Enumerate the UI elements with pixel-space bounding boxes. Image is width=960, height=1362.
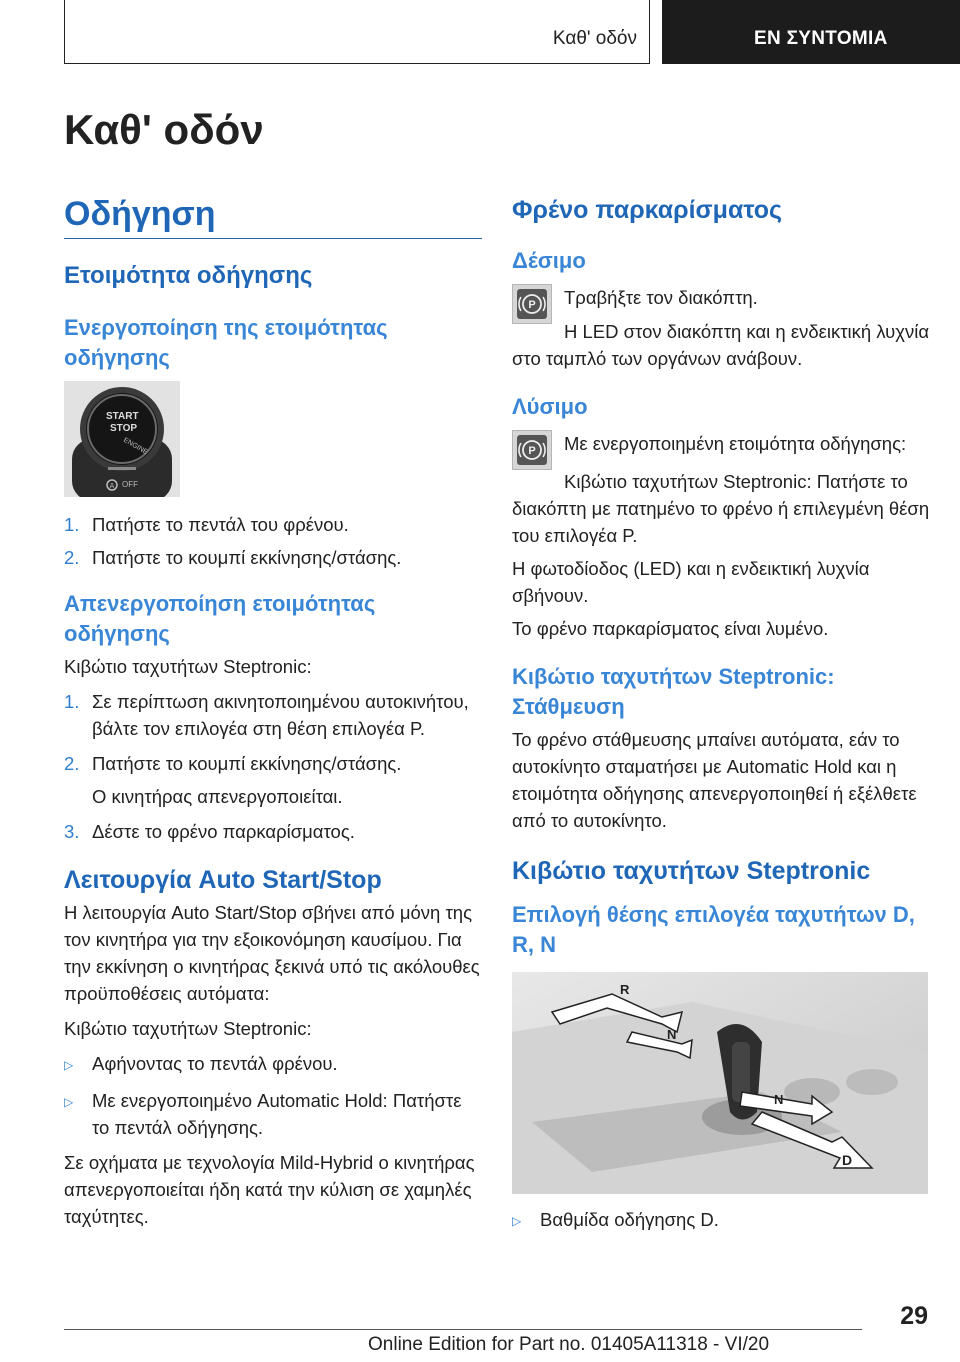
release-precondition: Με ενεργοποιημένη ετοιμότητα οδήγησης:	[564, 433, 907, 454]
gear-label-r: R	[620, 982, 630, 997]
gear-label-n-lower: N	[774, 1092, 784, 1107]
release-text-block	[552, 430, 930, 470]
steptronic-label: Κιβώτιο ταχυτήτων Steptronic:	[64, 656, 312, 677]
footer-edition[interactable]: Online Edition for Part no. 01405A11318 - VI/20	[368, 1334, 770, 1355]
auto-start-stop-steptronic: Κιβώτιο ταχυτήτων Steptronic:	[64, 1018, 312, 1039]
svg-text:A: A	[109, 483, 115, 490]
list-item-sub: Ο κινητήρας απενεργοποιείται.	[92, 786, 343, 807]
heading-drive-ready: Ετοιμότητα οδήγησης	[64, 262, 313, 289]
header-section-box	[64, 0, 650, 64]
list-item: 2. Πατήστε το κουμπί εκκίνησης/στάσης.	[64, 547, 402, 568]
parking-brake-icon-letter: P	[528, 298, 536, 311]
list-item: 1. Σε περίπτωση ακινητοποιημένου αυτοκινήτου, βάλτε τον επιλογέα στη θέση επιλογέα P.	[64, 691, 469, 739]
heading-parking-brake: Φρένο παρκαρίσματος	[512, 196, 783, 224]
release-steptronic: Κιβώτιο ταχυτήτων Steptronic: Πατήστε το διακόπτη με πατημένο το φρένο ή επιλεγμένη θέση του επιλογέα P.	[512, 471, 930, 546]
apply-step: Τραβήξτε τον διακόπτη.	[564, 287, 758, 308]
list-item: 1. Πατήστε το πεντάλ του φρένου.	[64, 514, 349, 535]
heading-rule	[64, 238, 482, 239]
page-number: 29	[900, 1302, 928, 1330]
list-item: ▷ Βαθμίδα οδήγησης D.	[512, 1206, 930, 1235]
list-item: 2. Πατήστε το κουμπί εκκίνησης/στάσης.	[64, 753, 402, 774]
heading-steptronic: Κιβώτιο ταχυτήτων Steptronic	[512, 857, 871, 885]
gear-label-d: D	[842, 1152, 853, 1168]
off-label: OFF	[122, 480, 138, 489]
bullet-icon: ▷	[64, 1058, 74, 1072]
start-stop-button-image	[64, 381, 180, 497]
left-column	[64, 194, 482, 1230]
list-item: 3. Δέστε το φρένο παρκαρίσματος.	[64, 821, 355, 842]
gear-selector-image	[512, 972, 928, 1194]
parking-brake-switch-icon	[512, 430, 552, 470]
mild-hybrid-note: Σε οχήματα με τεχνολογία Mild-Hybrid ο κινητήρας απενεργοποιείται ήδη κατά την κύλιση σε χαμηλές ταχύτητες.	[64, 1152, 475, 1227]
header-section-title: Καθ' οδόν	[552, 28, 637, 49]
deactivate-steps	[64, 688, 482, 845]
activate-steps	[64, 511, 482, 571]
stop-label: STOP	[110, 423, 138, 434]
bullet-icon: ▷	[512, 1214, 522, 1228]
list-item: ▷ Αφήνοντας το πεντάλ φρένου.	[64, 1050, 482, 1079]
header-tab-summary[interactable]: ΕΝ ΣΥΝΤΟΜΙΑ	[662, 0, 960, 64]
release-result: Το φρένο παρκαρίσματος είναι λυμένο.	[512, 618, 829, 639]
heading-release: Λύσιμο	[512, 394, 588, 419]
heading-apply: Δέσιμο	[512, 248, 586, 273]
parking-brake-switch-icon	[512, 284, 552, 324]
release-led-note: Η φωτοδίοδος (LED) και η ενδεικτική λυχνία σβήνουν.	[512, 558, 870, 606]
apply-led-note: Η LED στον διακόπτη και η ενδεικτική λυχνία στο ταμπλό των οργάνων ανάβουν.	[512, 321, 930, 369]
heading-auto-start-stop: Λειτουργία Auto Start/Stop	[64, 866, 382, 894]
heading-deactivate-ready: Απενεργοποίηση ετοιμότητας οδήγησης	[64, 591, 376, 646]
steptronic-parking-text: Το φρένο στάθμευσης μπαίνει αυτόματα, εάν το αυτοκίνητο σταματήσει με Automatic Hold και η ετοιμότητα οδήγησης απενεργοποιηθεί ή εξέλθετε από το αυτοκίνητο.	[512, 729, 917, 831]
auto-start-stop-intro: Η λειτουργία Auto Start/Stop σβήνει από μόνη της τον κινητήρα για την εξοικονόμηση καυσίμου. Για την εκκίνηση ο κινητήρας ξεκινά υπό τις ακόλουθες προϋποθέσεις αυτόματα:	[64, 902, 480, 1004]
start-label: START	[106, 411, 139, 422]
right-column	[512, 194, 930, 1235]
engine-label: ENGINE	[122, 436, 149, 457]
release-row	[512, 430, 930, 470]
page-title: Καθ' οδόν	[64, 106, 264, 153]
gear-label-n-upper: N	[667, 1027, 677, 1042]
heading-activate-ready: Ενεργοποίηση της ετοιμότητας οδήγησης	[64, 315, 388, 370]
heading-select-position: Επιλογή θέσης επιλογέα ταχυτήτων D, R, N	[512, 902, 915, 957]
parking-brake-icon-letter: P	[528, 444, 536, 457]
heading-driving: Οδήγηση	[64, 195, 216, 233]
gear-selector-graphic	[512, 972, 928, 1194]
footer-rule	[64, 1329, 862, 1330]
list-item: ▷ Με ενεργοποιημένο Automatic Hold: Πατήστε το πεντάλ οδήγησης.	[64, 1087, 482, 1141]
heading-steptronic-parking: Κιβώτιο ταχυτήτων Steptronic: Στάθμευση	[512, 664, 835, 719]
bullet-icon: ▷	[64, 1095, 74, 1109]
